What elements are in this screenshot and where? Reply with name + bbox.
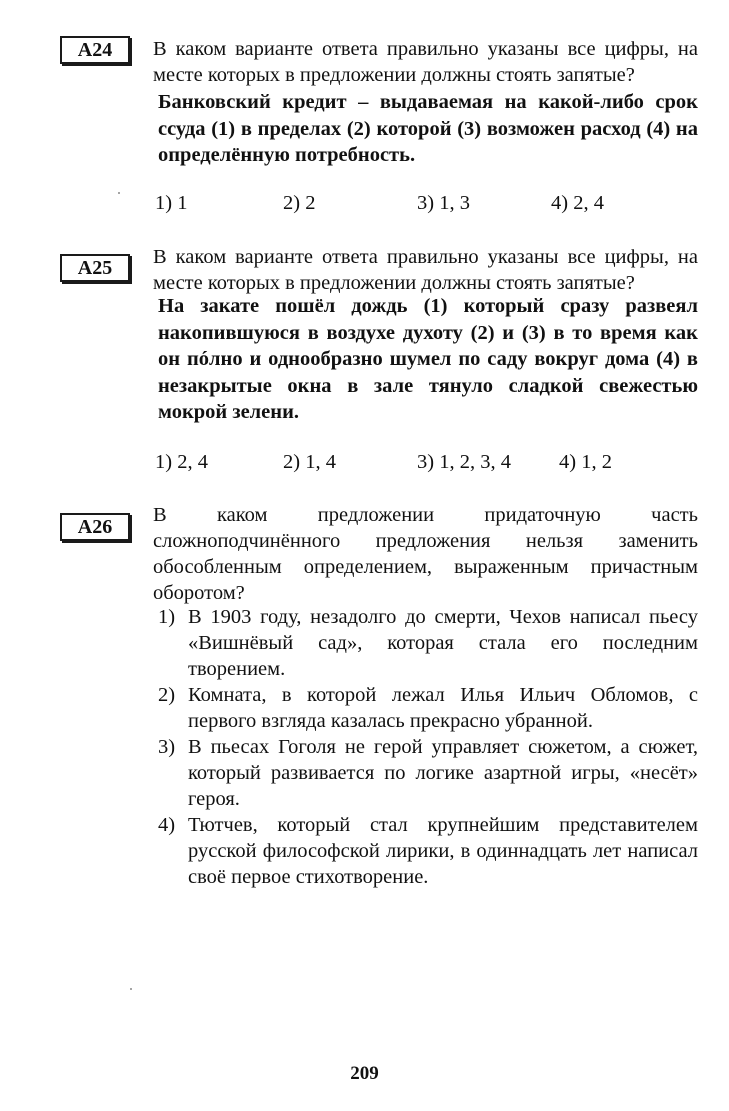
page-number: 209: [350, 1063, 379, 1084]
task-a26-option-1: [158, 604, 698, 682]
task-a25-answer-3: 3) 1, 2, 3, 4: [417, 451, 511, 473]
option-text: Комната, в которой лежал Илья Ильич Обломов, с первого взгляда казалась прекрасно убранной.: [188, 684, 698, 732]
scan-speck: [118, 192, 120, 194]
task-a24-sentence: Банковский кредит – выдаваемая на какой-либо срок ссуда (1) в пределах (2) которой (3) возможен расход (4) на определённую потребность.: [158, 91, 698, 166]
task-a24-answer-1: 1) 1: [155, 192, 188, 214]
task-a25-answer-4: 4) 1, 2: [559, 451, 612, 473]
option-number: 4): [158, 814, 176, 836]
option-number: 2): [158, 684, 176, 706]
option-number: 1): [158, 606, 176, 628]
task-a25-answer-1: 1) 2, 4: [155, 451, 208, 473]
task-a26-option-3: [158, 734, 698, 812]
task-a24-answer-4: 4) 2, 4: [551, 192, 604, 214]
option-text: В пьесах Гоголя не герой управляет сюжетом, а сюжет, который развивается по логике азартной игры, «несёт» героя.: [188, 736, 698, 810]
option-number: 3): [158, 736, 176, 758]
option-text: Тютчев, который стал крупнейшим представителем русской философской лирики, в одиннадцать лет написал своё первое стихотворение.: [188, 814, 698, 888]
task-label-a24: А24: [60, 36, 130, 64]
task-label-a26: А26: [60, 513, 130, 541]
task-a25-question: В каком варианте ответа правильно указаны все цифры, на месте которых в предложении должны стоять запятые?: [153, 246, 698, 294]
task-a26-question: В каком предложении придаточную часть сложноподчинённого предложения нельзя заменить обособленным определением, выраженным причастным оборотом?: [153, 504, 698, 604]
option-text: В 1903 году, незадолго до смерти, Чехов написал пьесу «Вишнёвый сад», которая стала его последним творением.: [188, 606, 698, 680]
scan-speck: [130, 988, 132, 990]
task-a26-option-4: [158, 812, 698, 890]
task-a26-option-2: [158, 682, 698, 734]
task-a25-answer-2: 2) 1, 4: [283, 451, 336, 473]
task-a25-sentence: На закате пошёл дождь (1) который сразу развеял накопившуюся в воздухе духоту (2) и (3) в то время как он пóлно и однообразно шумел по саду вокруг дома (4) в незакрытые окна в зале тянуло сладкой свежестью мокрой зелени.: [158, 295, 698, 423]
task-a24-answer-2: 2) 2: [283, 192, 316, 214]
task-label-a25: А25: [60, 254, 130, 282]
task-a24-answer-3: 3) 1, 3: [417, 192, 470, 214]
task-a24-question: В каком варианте ответа правильно указаны все цифры, на месте которых в предложении должны стоять запятые?: [153, 38, 698, 86]
